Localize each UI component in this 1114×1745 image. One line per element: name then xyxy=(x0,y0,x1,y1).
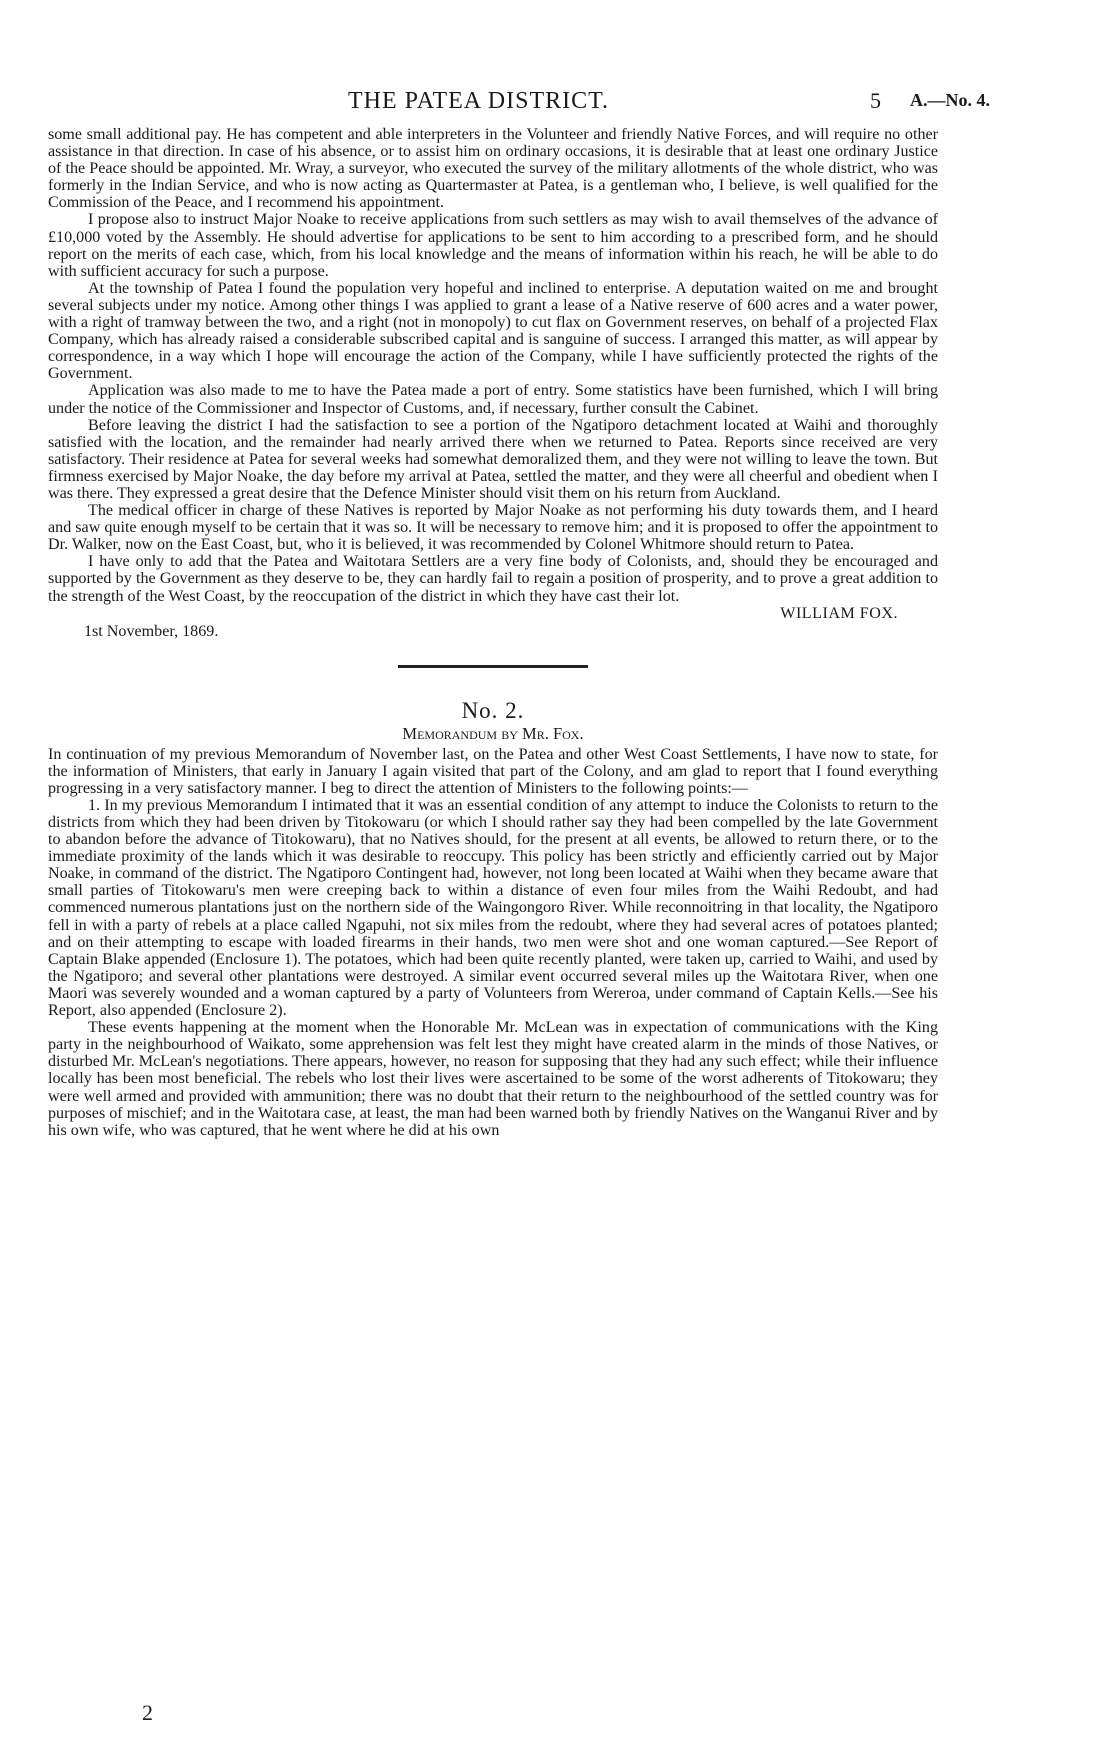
paragraph: In continuation of my previous Memorandum of November last, on the Patea and other West Coast Settlements, I have now to state, for the information of Ministers, that early in January I again visited that part of the Colony, and am glad to report that I found everything progressing in a very satisfactory manner. I beg to direct the attention of Ministers to the following points:— xyxy=(48,745,938,797)
paragraph: some small additional pay. He has competent and able interpreters in the Volunteer and friendly Native Forces, and will require no other assistance in that direction. In case of his absence, or to assist him on ordinary occasions, it is desirable that at least one ordinary Justice of the Peace should be appointed. Mr. Wray, a surveyor, who executed the survey of the military allotments of the whole district, who was formerly in the Indian Service, and who is now acting as Quartermaster at Patea, is a gentleman who, I believe, is well qualified for the Commission of the Peace, and I recommend his appointment. xyxy=(48,126,938,212)
paragraph: Application was also made to me to have the Patea made a port of entry. Some statistics have been furnished, which I will bring under the notice of the Commissioner and Inspector of Customs, and, if necessary, further consult the Cabinet. xyxy=(48,382,938,417)
paper-reference: A.—No. 4. xyxy=(910,90,990,110)
signature-date: 1st November, 1869. xyxy=(84,622,219,640)
section-divider xyxy=(398,665,588,668)
page-header xyxy=(48,88,1062,122)
section-number: No. 2. xyxy=(461,697,525,723)
paragraph: These events happening at the moment when the Honorable Mr. McLean was in expectation of communications with the King party in the neighbourhood of Waikato, some apprehension was felt lest they might have created alarm in the minds of those Natives, or disturbed Mr. McLean's negotiations. There appears, however, no reason for supposing that they had any such effect; while their influence locally has been most beneficial. The rebels who lost their lives were ascertained to be some of the worst adherents of Titokowaru; they were well armed and provided with ammunition; there was no doubt that their return to the neighbourhood of the settled country was for purposes of mischief; and in the Waitotara case, at least, the man had been warned both by friendly Natives on the Wanganui River and by his own wife, who was captured, that he went where he did at his own xyxy=(48,1019,938,1139)
paragraph: I propose also to instruct Major Noake to receive applications from such settlers as may wish to avail themselves of the advance of £10,000 voted by the Assembly. He should advertise for applications to be sent to him according to a prescribed form, and he should report on the merits of each case, which, from his local knowledge and the means of information within his reach, he will be able to do with sufficient accuracy for such a purpose. xyxy=(48,211,938,280)
page-number: 5 xyxy=(870,88,881,113)
document-body xyxy=(48,126,938,1139)
printer-signature-mark: 2 xyxy=(142,1700,153,1725)
paragraph: At the township of Patea I found the population very hopeful and inclined to enterprise. A deputation waited on me and brought several subjects under my notice. Among other things I was applied to grant a lease of a Native reserve of 600 acres and a water power, with a right of tramway between the two, and a right (not in monopoly) to cut flax on Government reserves, on behalf of a projected Flax Company, which has already raised a considerable subscribed capital and is sanguine of success. I arranged this matter, as will appear by correspondence, in a way which I hope will encourage the action of the Company, while I have sufficiently protected the rights of the Government. xyxy=(48,279,938,383)
paragraph: Before leaving the district I had the satisfaction to see a portion of the Ngatiporo detachment located at Waihi and thoroughly satisfied with the location, and the remainder had nearly arrived there when we returned to Patea. Reports since received are very satisfactory. Their residence at Patea for several weeks had somewhat demoralized them, and they were not willing to leave the town. But firmness exercised by Major Noake, the day before my arrival at Patea, settled the matter, and they were all cheerful and obedient when I was there. They expressed a great desire that the Defence Minister should visit them on his return from Auckland. xyxy=(48,416,938,502)
section-title: Memorandum by Mr. Fox. xyxy=(402,723,584,743)
running-title: THE PATEA DISTRICT. xyxy=(348,88,610,114)
paragraph: 1. In my previous Memorandum I intimated that it was an essential condition of any attempt to induce the Colonists to return to the districts from which they had been driven by Titokowaru (or which I should rather say they had been compelled by the late Government to abandon before the advance of Titokowaru), that no Natives should, for the present at all events, be allowed to return there, or to the immediate proximity of the lands which it was desirable to reoccupy. This policy has been strictly and efficiently carried out by Major Noake, in command of the district. The Ngatiporo Contingent had, however, not long been located at Waihi when they became aware that small parties of Titokowaru's men were creeping back to within a distance of even four miles from the Waihi Redoubt, and had commenced numerous plantations just on the northern side of the Waingongoro River. While reconnoitring in that locality, the Ngatiporo fell in with a party of rebels at a place called Ngapuhi, not six miles from the redoubt, where they had several acres of potatoes planted; and on their attempting to escape with loaded firearms in their hands, two men were shot and one woman captured.—See Report of Captain Blake appended (Enclosure 1). The potatoes, which had been quite recently planted, were taken up, carried to Waihi, and used by the Ngatiporo; and several other plantations were destroyed. A similar event occurred several miles up the Waitotara River, when one Maori was severely wounded and a woman captured by a party of Volunteers from Wereroa, under command of Captain Kells.—See his Report, also appended (Enclosure 2). xyxy=(48,796,938,1020)
paragraph: The medical officer in charge of these Natives is reported by Major Noake as not performing his duty towards them, and I heard and saw quite enough myself to be certain that it was so. It will be necessary to remove him; and it is proposed to offer the appointment to Dr. Walker, now on the East Coast, but, who it is believed, it was recommended by Colonel Whitmore should return to Patea. xyxy=(48,502,938,554)
paragraph: I have only to add that the Patea and Waitotara Settlers are a very fine body of Colonists, and, should they be encouraged and supported by the Government as they deserve to be, they can hardly fail to regain a position of prosperity, and to prove a great addition to the strength of the West Coast, by the reoccupation of the district in which they have cast their lot. xyxy=(48,553,938,605)
signature-block xyxy=(48,605,938,643)
signature-name: WILLIAM FOX. xyxy=(780,604,898,622)
